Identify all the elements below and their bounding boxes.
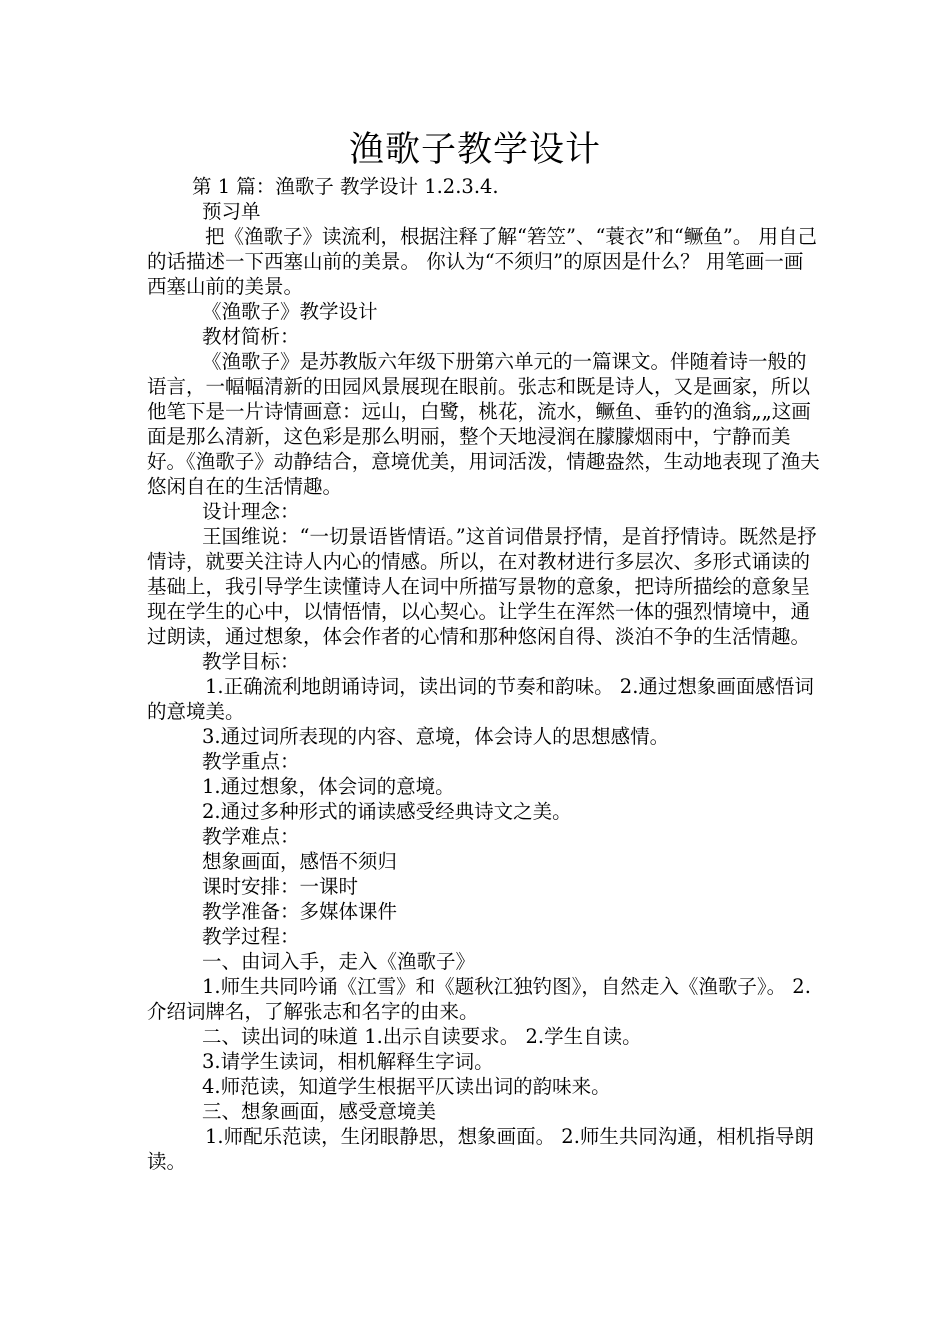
paragraph: 2.通过多种形式的诵读感受经典诗文之美。: [202, 800, 572, 823]
paragraph: 设计理念：: [202, 500, 300, 523]
paragraph: 1.通过想象，体会词的意境。: [202, 775, 455, 798]
paragraph: 预习单: [202, 200, 261, 223]
paragraph: 教学难点：: [202, 825, 300, 848]
paragraph: 《渔歌子》是苏教版六年级下册第六单元的一篇课文。伴随着诗一般的语言，一幅幅清新的田园风景展现在眼前。张志和既是诗人，又是画家，所以他笔下是一片诗情画意：远山，白鹭，桃花，流水，鳜鱼、垂钓的渔翁„„这画面是那么清新，这色彩是那么明丽，整个天地浸润在朦朦烟雨中，宁静而美好。《渔歌子》动静结合，意境优美，用词活泼，情趣盎然，生动地表现了渔夫悠闲自在的生活情趣。: [147, 350, 820, 498]
paragraph: 1.师配乐范读，生闭眼静思，想象画面。 2.师生共同沟通，相机指导朗读。: [147, 1125, 814, 1173]
document-title: 渔歌子教学设计: [348, 130, 601, 170]
paragraph: 《渔歌子》教学设计: [202, 300, 378, 323]
paragraph: 3.请学生读词，相机解释生字词。: [202, 1050, 494, 1073]
document-body: [147, 174, 820, 1174]
paragraph: 1.师生共同吟诵《江雪》和《题秋江独钓图》，自然走入《渔歌子》。 2.介绍词牌名，了解张志和名字的由来。: [147, 975, 811, 1023]
paragraph: 把《渔歌子》读流利，根据注释了解“箬笠”、“蓑衣”和“鳜鱼”。 用自己的话描述一下西塞山前的美景。 你认为“不须归”的原因是什么？ 用笔画一画西塞山前的美景。: [147, 225, 818, 298]
paragraph: 三、想象画面，感受意境美: [202, 1100, 437, 1123]
paragraph: 王国维说：“一切景语皆情语。”这首词借景抒情，是首抒情诗。既然是抒情诗，就要关注诗人内心的情感。所以，在对教材进行多层次、多形式诵读的基础上，我引导学生读懂诗人在词中所描写景物的意象，把诗所描绘的意象呈现在学生的心中，以情悟情，以心契心。让学生在浑然一体的强烈情境中，通过朗读，通过想象，体会作者的心情和那种悠闲自得、淡泊不争的生活情趣。: [147, 525, 817, 648]
paragraph: 3.通过词所表现的内容、意境，体会诗人的思想感情。: [202, 725, 670, 748]
paragraph: 二、读出词的味道 1.出示自读要求。 2.学生自读。: [202, 1025, 642, 1048]
section-heading: 第 1 篇：渔歌子 教学设计 1.2.3.4.: [192, 175, 499, 198]
paragraph: 教学准备：多媒体课件: [202, 900, 398, 923]
paragraph: 教学重点：: [202, 750, 300, 773]
paragraph: 教学过程：: [202, 925, 300, 948]
paragraph: 1.正确流利地朗诵诗词，读出词的节奏和韵味。 2.通过想象画面感悟词的意境美。: [147, 675, 814, 723]
paragraph: 4.师范读，知道学生根据平仄读出词的韵味来。: [202, 1075, 611, 1098]
paragraph: 一、由词入手，走入《渔歌子》: [202, 950, 476, 973]
paragraph: 想象画面，感悟不须归: [202, 850, 398, 873]
paragraph: 教学目标：: [202, 650, 300, 673]
paragraph: 教材简析：: [202, 325, 300, 348]
paragraph: 课时安排：一课时: [202, 875, 359, 898]
